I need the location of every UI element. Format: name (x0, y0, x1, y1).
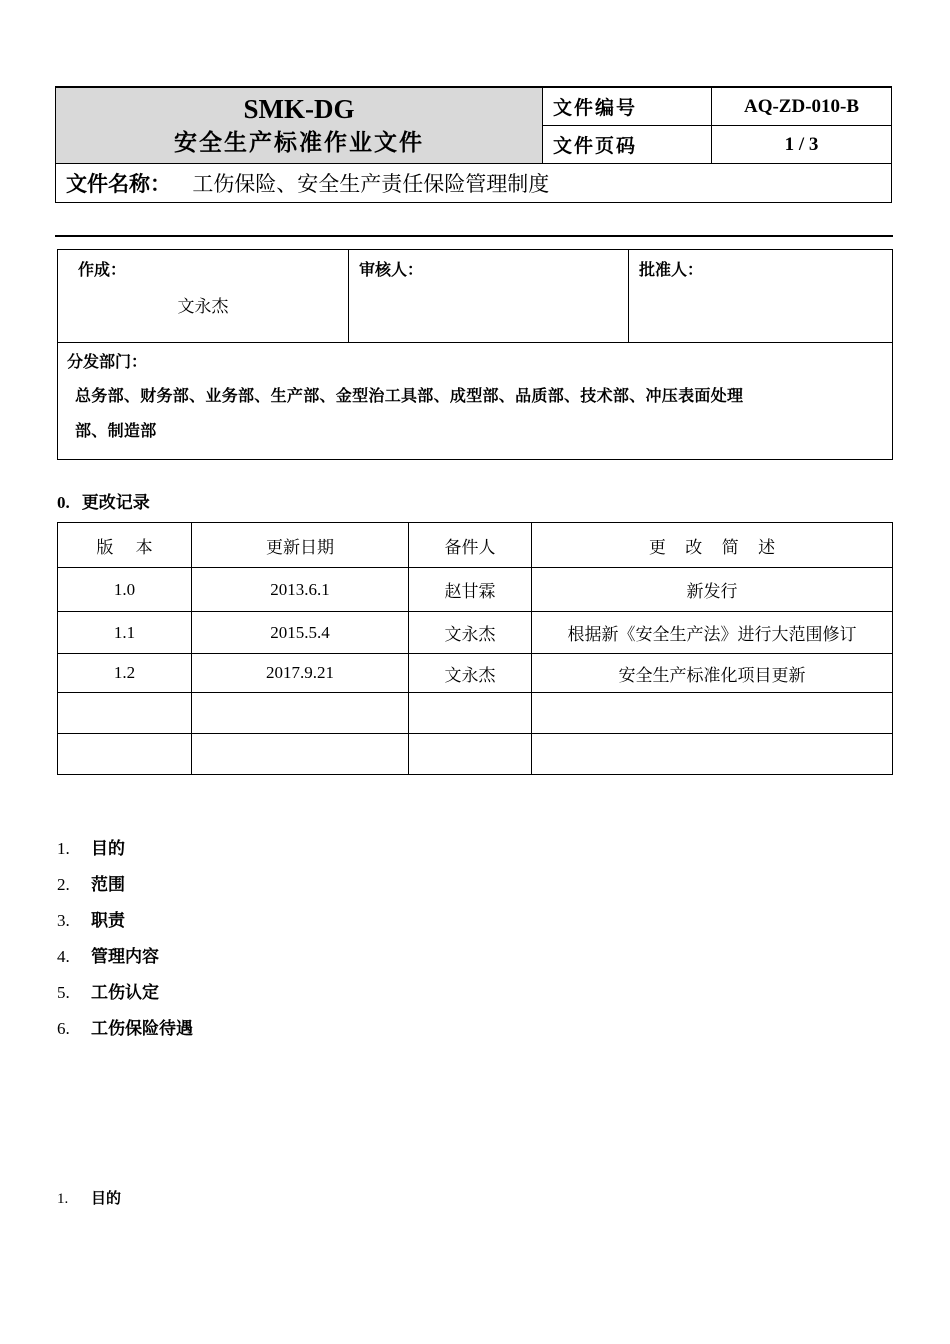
change-record-title: 更改记录 (81, 493, 150, 513)
toc-label: 目的 (91, 839, 125, 859)
document-header (55, 86, 892, 203)
col-date: 更新日期 (192, 523, 409, 568)
toc-label: 工伤保险待遇 (91, 1019, 193, 1039)
document-name: 工伤保险、安全生产责任保险管理制度 (192, 172, 550, 196)
approver-label: 批准人： (639, 260, 704, 279)
reviewer-cell (349, 250, 629, 343)
toc-item (57, 978, 159, 1003)
table-row (58, 693, 893, 734)
distribution-cell (58, 343, 893, 460)
table-row (58, 734, 893, 775)
table-header-row (58, 523, 893, 568)
approval-table (57, 249, 893, 460)
section-label: 目的 (91, 1189, 122, 1207)
date-cell: 2017.9.21 (192, 654, 409, 693)
doc-number: AQ-ZD-010-B (712, 87, 892, 126)
toc-item (57, 906, 125, 931)
person-cell: 赵甘霖 (409, 568, 532, 612)
document-name-row (56, 164, 892, 203)
distribution-line-2: 部、制造部 (75, 421, 157, 440)
change-record-heading (57, 488, 150, 513)
table-row (58, 568, 893, 612)
toc-label: 职责 (91, 911, 125, 931)
person-cell: 文永杰 (409, 612, 532, 654)
divider (55, 235, 893, 237)
version-cell: 1.2 (58, 654, 192, 693)
section-1-heading (57, 1187, 121, 1208)
toc-num: 2. (57, 875, 70, 894)
version-cell: 1.0 (58, 568, 192, 612)
col-version: 版 本 (58, 523, 192, 568)
document-type: 安全生产标准作业文件 (174, 128, 424, 156)
reviewer-label: 审核人： (359, 260, 424, 279)
description-cell (532, 693, 893, 734)
author-name: 文永杰 (177, 297, 229, 317)
author-label: 作成： (78, 260, 127, 279)
change-record-table (57, 522, 893, 775)
approver-cell (629, 250, 893, 343)
document-name-label: 文件名称： (66, 171, 171, 196)
change-record-num: 0. (57, 493, 70, 512)
title-cell (56, 87, 543, 164)
date-cell (192, 734, 409, 775)
person-cell (409, 734, 532, 775)
toc-num: 1. (57, 839, 70, 858)
description-cell: 根据新《安全生产法》进行大范围修订 (532, 612, 893, 654)
person-cell: 文永杰 (409, 654, 532, 693)
date-cell: 2015.5.4 (192, 612, 409, 654)
toc-label: 范围 (91, 875, 125, 895)
toc-label: 管理内容 (91, 947, 159, 967)
description-cell (532, 734, 893, 775)
date-cell: 2013.6.1 (192, 568, 409, 612)
toc-num: 4. (57, 947, 70, 966)
section-num: 1. (57, 1191, 69, 1207)
doc-number-label: 文件编号 (543, 87, 712, 126)
toc-num: 6. (57, 1019, 70, 1038)
page-label: 文件页码 (543, 126, 712, 164)
toc-item (57, 870, 125, 895)
toc-num: 5. (57, 983, 70, 1002)
toc-label: 工伤认定 (91, 983, 159, 1003)
version-cell (58, 693, 192, 734)
version-cell: 1.1 (58, 612, 192, 654)
toc-item (57, 942, 159, 967)
person-cell (409, 693, 532, 734)
description-cell: 新发行 (532, 568, 893, 612)
description-cell: 安全生产标准化项目更新 (532, 654, 893, 693)
version-cell (58, 734, 192, 775)
table-row (58, 612, 893, 654)
author-cell (58, 250, 349, 343)
toc-item (57, 1014, 193, 1039)
page-number: 1 / 3 (712, 126, 892, 164)
toc-item (57, 834, 125, 859)
distribution-line-1: 总务部、财务部、业务部、生产部、金型治工具部、成型部、品质部、技术部、冲压表面处理 (75, 386, 744, 405)
company-name: SMK-DG (243, 93, 355, 124)
date-cell (192, 693, 409, 734)
col-person: 备件人 (409, 523, 532, 568)
col-description: 更 改 简 述 (532, 523, 893, 568)
toc-num: 3. (57, 911, 70, 930)
distribution-label: 分发部门： (67, 352, 148, 371)
table-row (58, 654, 893, 693)
